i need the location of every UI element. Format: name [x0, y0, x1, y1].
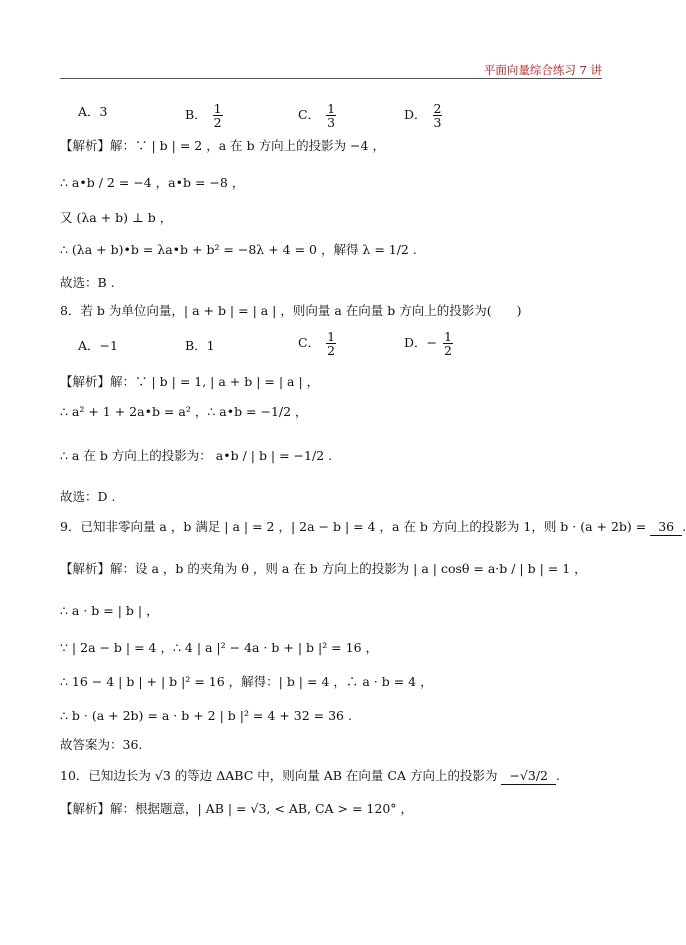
q8-stem: 8．若 b 为单位向量，| a + b | = | a | ，则向量 a 在向量 b 方向上的投影为( )	[60, 303, 522, 318]
q9-stem: 9．已知非零向量 a ，b 满足 | a | = 2 ，| 2a − b | = 4 ，a 在 b 方向上的投影为 1，则 b · (a + 2b) = 36 .	[60, 519, 686, 534]
q9-stem-text: 9．已知非零向量 a ，b 满足 | a | = 2 ，| 2a − b | = 4 ，a 在 b 方向上的投影为 1，则 b · (a + 2b) =	[60, 519, 647, 534]
option-a: A．3	[78, 104, 108, 119]
q7-step-2: 又 (λa + b) ⊥ b ，	[60, 210, 173, 225]
q8-option-a: A．−1	[78, 338, 118, 353]
q8-option-c	[298, 330, 338, 357]
page-header	[60, 64, 602, 79]
q8-option-c-fraction: $\frac{1}{2}$	[327, 329, 336, 358]
option-b-label: B．	[185, 107, 207, 122]
q10-analysis: 【解析】解：根据题意，| AB | = √3, < AB, CA > = 120° ，	[60, 801, 414, 816]
q10-stem-text: 10．已知边长为 √3 的等边 ΔABC 中，则向量 AB 在向量 CA 方向上的投影为	[60, 768, 498, 783]
option-b-fraction: $\frac{1}{2}$	[213, 101, 222, 130]
q8-option-d-label: D．−	[404, 335, 437, 350]
q8-option-c-label: C．	[298, 335, 321, 350]
q7-analysis: 【解析】解：∵ | b | = 2 ，a 在 b 方向上的投影为 −4 ，	[60, 138, 385, 153]
q7-answer: 故选：B .	[60, 275, 115, 290]
q8-option-d	[404, 330, 455, 357]
option-b	[185, 102, 225, 129]
q10-answer-blank: −√3/2	[501, 768, 556, 785]
q9-step-3: ∴ 16 − 4 | b | + | b |² = 16 ，解得：| b | = 4 ，∴ a · b = 4 ，	[60, 674, 433, 689]
q9-answer-blank: 36	[650, 519, 682, 536]
q8-step-1: ∴ a² + 1 + 2a•b = a² ，∴ a•b = −1/2 ，	[60, 404, 308, 419]
q10-stem: 10．已知边长为 √3 的等边 ΔABC 中，则向量 AB 在向量 CA 方向上的投影为 −√3/2 .	[60, 768, 560, 783]
option-c-fraction: $\frac{1}{3}$	[327, 101, 336, 130]
option-c	[298, 102, 338, 129]
q8-option-d-fraction: $\frac{1}{2}$	[443, 329, 452, 358]
q8-analysis: 【解析】解：∵ | b | = 1, | a + b | = | a | ，	[60, 374, 320, 389]
q8-step-2: ∴ a 在 b 方向上的投影为： a•b / | b | = −1/2 .	[60, 448, 333, 463]
q9-analysis: 【解析】解：设 a ，b 的夹角为 θ ，则 a 在 b 方向上的投影为 | a | cosθ = a·b / | b | = 1 ，	[60, 561, 587, 576]
q9-step-1: ∴ a · b = | b | ，	[60, 603, 159, 618]
option-d-fraction: $\frac{2}{3}$	[433, 101, 442, 130]
q7-step-1: ∴ a•b / 2 = −4 ，a•b = −8 ，	[60, 175, 245, 190]
option-d-label: D．	[404, 107, 427, 122]
option-c-label: C．	[298, 107, 321, 122]
q8-option-b: B．1	[185, 338, 215, 353]
option-d	[404, 102, 444, 129]
q9-answer: 故答案为：36.	[60, 737, 143, 752]
header-title: 平面向量综合练习 7 讲	[483, 63, 602, 77]
q8-answer: 故选：D .	[60, 489, 116, 504]
q7-step-3: ∴ (λa + b)•b = λa•b + b² = −8λ + 4 = 0 ，解得 λ = 1/2 .	[60, 242, 417, 257]
q9-step-4: ∴ b · (a + 2b) = a · b + 2 | b |² = 4 + 32 = 36 .	[60, 708, 352, 723]
q9-step-2: ∵ | 2a − b | = 4 ，∴ 4 | a |² − 4a · b + | b |² = 16 ，	[60, 640, 379, 655]
